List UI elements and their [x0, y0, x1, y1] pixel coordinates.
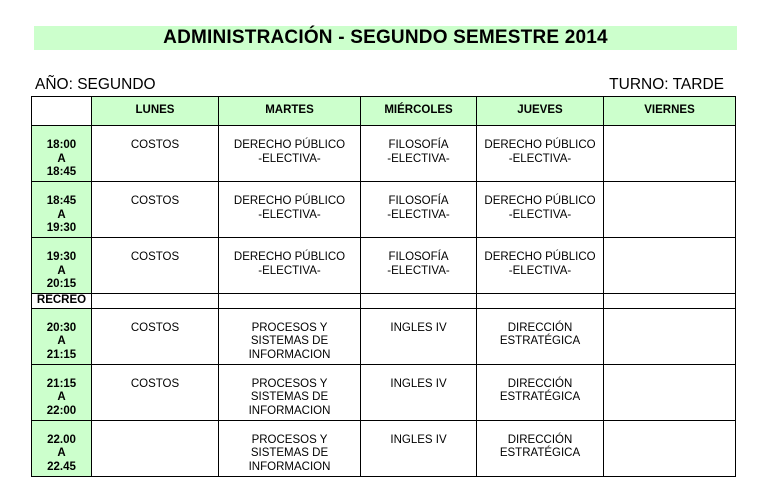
class-cell	[361, 420, 477, 476]
time-end: 20:15	[46, 278, 77, 290]
subject-line: INFORMACION	[248, 404, 331, 417]
time-slot-row	[32, 238, 736, 294]
subject-line: DERECHO PÚBLICO	[233, 195, 346, 207]
schedule-body	[32, 126, 736, 477]
class-cell	[219, 420, 361, 476]
subject-line: INGLES IV	[390, 377, 447, 390]
class-cell	[477, 364, 604, 420]
subject-line: -ELECTIVA-	[508, 208, 572, 221]
class-cell	[92, 238, 219, 294]
time-sep: A	[57, 391, 66, 403]
time-sep: A	[57, 264, 66, 277]
time-end: 21:15	[46, 348, 77, 361]
subject-line: SISTEMAS DE	[250, 391, 329, 403]
class-cell	[604, 238, 736, 294]
time-end: 22.45	[47, 460, 76, 473]
class-cell	[92, 126, 219, 182]
class-cell	[361, 126, 477, 182]
class-cell	[477, 126, 604, 182]
time-range-cell	[32, 182, 92, 238]
subject-line: DERECHO PÚBLICO	[484, 139, 596, 151]
recess-label: RECREO	[32, 294, 92, 309]
subject-line: PROCESOS Y	[251, 321, 328, 334]
class-cell	[219, 182, 361, 238]
subject-line: ESTRATÉGICA	[499, 447, 581, 459]
shift-label: TURNO: TARDE	[609, 76, 724, 93]
time-sep: A	[57, 208, 66, 221]
time-range-cell	[32, 238, 92, 294]
class-cell	[361, 182, 477, 238]
class-cell	[219, 238, 361, 294]
subject-line: -ELECTIVA-	[387, 152, 450, 165]
day-header: LUNES	[92, 97, 219, 126]
subject-line: -ELECTIVA-	[387, 264, 450, 277]
class-cell	[604, 364, 736, 420]
time-start: 18:45	[46, 195, 77, 207]
year-label: AÑO: SEGUNDO	[35, 76, 156, 93]
subject-line: COSTOS	[130, 377, 180, 390]
time-slot-row	[32, 364, 736, 420]
recess-cell	[219, 294, 361, 309]
class-cell	[92, 182, 219, 238]
time-end: 18:45	[46, 166, 77, 178]
subject-line: DIRECCIÓN	[507, 377, 573, 390]
class-cell	[361, 238, 477, 294]
recess-cell	[361, 294, 477, 309]
time-sep: A	[57, 447, 66, 459]
subject-line: DIRECCIÓN	[507, 433, 573, 446]
time-column-header	[32, 97, 92, 126]
day-header: JUEVES	[477, 97, 604, 126]
time-start: 20:30	[46, 321, 77, 334]
subject-line: COSTOS	[130, 321, 180, 334]
class-cell	[477, 308, 604, 364]
class-cell	[604, 420, 736, 476]
time-slot-row	[32, 420, 736, 476]
class-cell	[361, 308, 477, 364]
subject-line: FILOSOFÍA	[388, 251, 449, 263]
time-sep: A	[57, 152, 66, 165]
class-cell	[219, 126, 361, 182]
subject-line: INGLES IV	[390, 433, 447, 446]
time-start: 19:30	[46, 251, 77, 263]
subject-line: DERECHO PÚBLICO	[484, 251, 596, 263]
subject-line: DERECHO PÚBLICO	[233, 251, 346, 263]
class-cell	[604, 182, 736, 238]
subject-line: ESTRATÉGICA	[499, 335, 581, 347]
class-cell	[92, 364, 219, 420]
class-cell	[92, 420, 219, 476]
class-cell	[477, 182, 604, 238]
subject-line: -ELECTIVA-	[387, 208, 450, 221]
day-header: MIÉRCOLES	[361, 97, 477, 126]
time-range-cell	[32, 308, 92, 364]
subject-line: DERECHO PÚBLICO	[233, 139, 346, 151]
time-start: 22.00	[47, 433, 76, 446]
recess-cell	[477, 294, 604, 309]
subject-line: ESTRATÉGICA	[499, 391, 581, 403]
class-cell	[604, 126, 736, 182]
subject-line: PROCESOS Y	[251, 433, 328, 446]
time-end: 22:00	[46, 404, 77, 417]
time-start: 21:15	[46, 377, 77, 390]
subject-line: INFORMACION	[248, 348, 331, 361]
time-sep: A	[57, 335, 66, 347]
class-cell	[92, 308, 219, 364]
subject-line: INFORMACION	[248, 460, 331, 473]
time-range-cell	[32, 126, 92, 182]
subject-line: SISTEMAS DE	[250, 335, 329, 347]
title-bar	[34, 26, 737, 50]
time-start: 18:00	[46, 139, 77, 151]
page-title: ADMINISTRACIÓN - SEGUNDO SEMESTRE 2014	[163, 27, 608, 48]
recess-cell	[604, 294, 736, 309]
recess-row	[32, 294, 736, 309]
subject-line: DERECHO PÚBLICO	[484, 195, 596, 207]
day-header: VIERNES	[604, 97, 736, 126]
subject-line: -ELECTIVA-	[508, 152, 572, 165]
subject-line: COSTOS	[130, 139, 180, 151]
subject-line: PROCESOS Y	[251, 377, 328, 390]
time-end: 19:30	[46, 222, 77, 234]
time-range-cell	[32, 420, 92, 476]
subject-line: INGLES IV	[390, 321, 447, 334]
class-cell	[477, 238, 604, 294]
class-cell	[219, 308, 361, 364]
time-range-cell	[32, 364, 92, 420]
class-cell	[219, 364, 361, 420]
subject-line: -ELECTIVA-	[258, 152, 321, 165]
subject-line: -ELECTIVA-	[258, 208, 321, 221]
time-slot-row	[32, 126, 736, 182]
subject-line: -ELECTIVA-	[508, 264, 572, 277]
day-header: MARTES	[219, 97, 361, 126]
subject-line: -ELECTIVA-	[258, 264, 321, 277]
subject-line: COSTOS	[130, 251, 180, 263]
class-cell	[361, 364, 477, 420]
class-cell	[477, 420, 604, 476]
subject-line: SISTEMAS DE	[250, 447, 329, 459]
header-row	[32, 97, 736, 126]
subject-line: FILOSOFÍA	[388, 139, 449, 151]
class-cell	[604, 308, 736, 364]
recess-cell	[92, 294, 219, 309]
subject-line: DIRECCIÓN	[507, 321, 573, 334]
subject-line: COSTOS	[130, 195, 180, 207]
time-slot-row	[32, 308, 736, 364]
subject-line: FILOSOFÍA	[388, 195, 449, 207]
schedule-table	[31, 96, 736, 477]
time-slot-row	[32, 182, 736, 238]
